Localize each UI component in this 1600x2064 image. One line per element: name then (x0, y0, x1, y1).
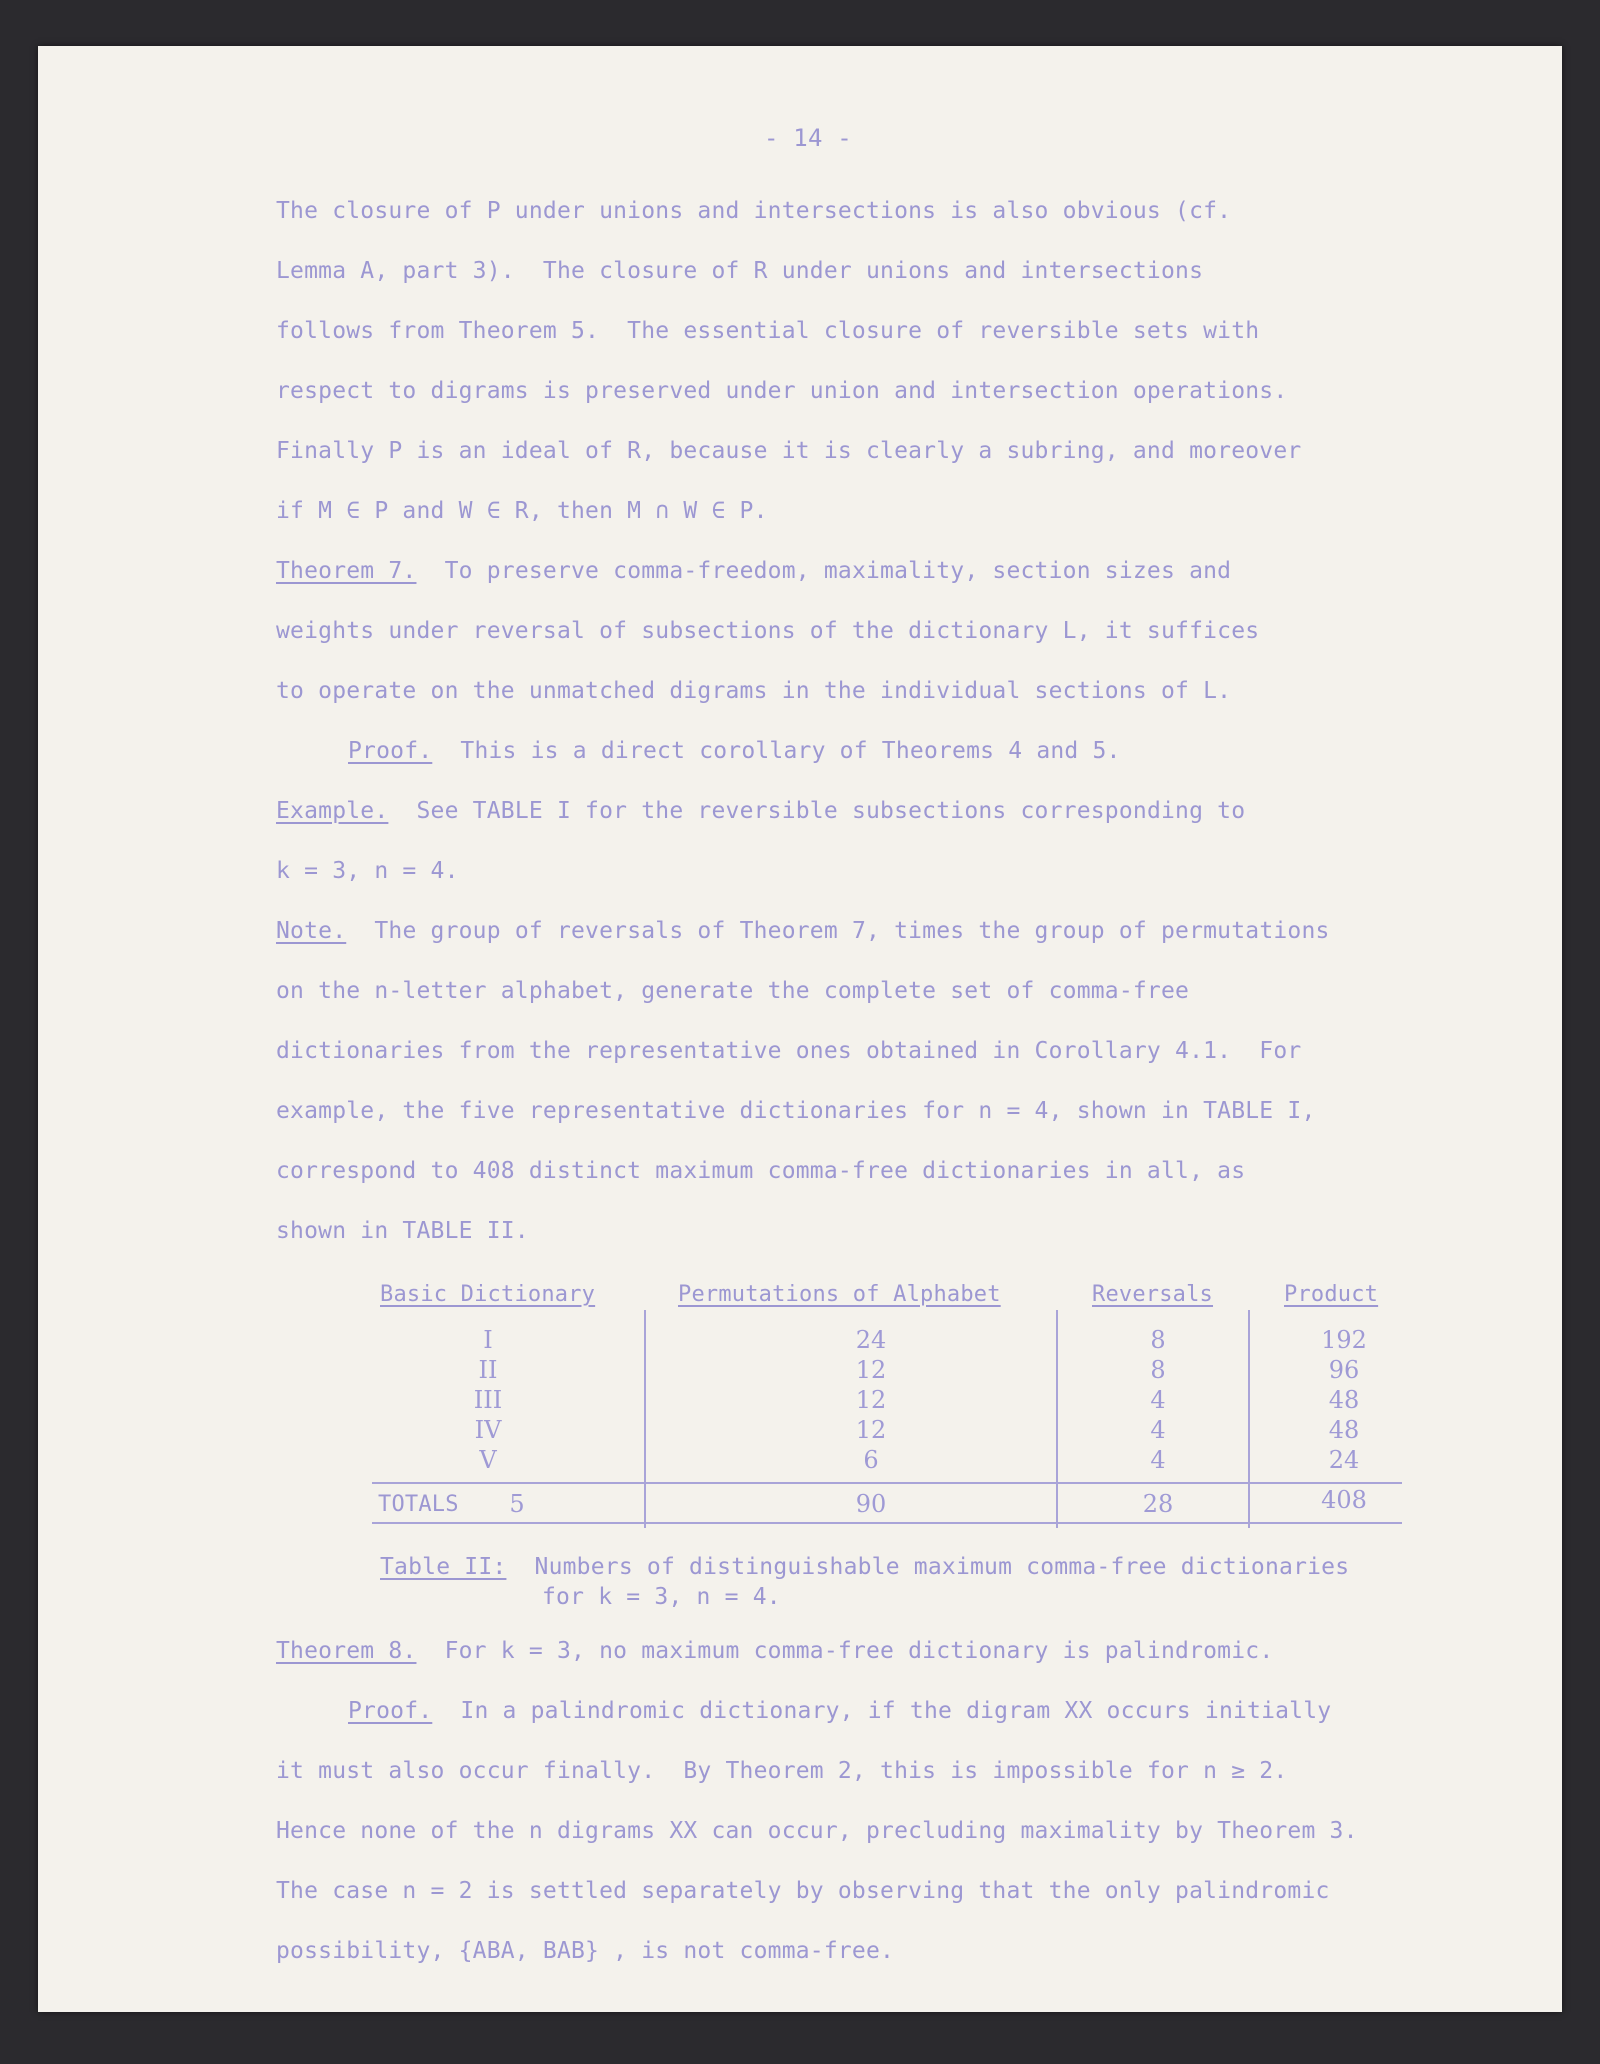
table-header-permutations: Permutations of Alphabet (678, 1282, 1001, 1307)
text-line: it must also occur finally. By Theorem 2, this is impossible for n ≥ 2. (276, 1758, 1288, 1784)
text-line: shown in TABLE II. (276, 1218, 529, 1244)
table-cell: 192 (1321, 1326, 1367, 1354)
text-line: Finally P is an ideal of R, because it is clearly a subring, and moreover (276, 438, 1302, 464)
example-block (276, 798, 1245, 824)
table-cell: 28 (1142, 1490, 1174, 1518)
proof8-label: Proof. (348, 1698, 433, 1724)
example-text: See TABLE I for the reversible subsections corresponding to (388, 798, 1246, 824)
theorem7-text: To preserve comma-freedom, maximality, section sizes and (416, 558, 1232, 584)
text-line: The case n = 2 is settled separately by observing that the only palindromic (276, 1878, 1330, 1904)
proof8-block (348, 1698, 1331, 1724)
text-line: weights under reversal of subsections of the dictionary L, it suffices (276, 618, 1260, 644)
text-line: respect to digrams is preserved under union and intersection operations. (276, 378, 1288, 404)
text-line: possibility, {ABA, BAB} , is not comma-free. (276, 1938, 895, 1964)
page-number: - 14 - (764, 124, 852, 152)
caption-text: Numbers of distinguishable maximum comma-free dictionaries (506, 1554, 1350, 1580)
table-cell: 96 (1328, 1356, 1360, 1384)
table-column-rule (1056, 1310, 1058, 1528)
table-cell: 12 (855, 1356, 887, 1384)
table-cell: 408 (1321, 1486, 1367, 1514)
table-cell: 12 (855, 1416, 887, 1444)
proof8-text: In a palindromic dictionary, if the digram XX occurs initially (432, 1698, 1332, 1724)
table-cell: 4 (1150, 1446, 1166, 1474)
table-caption-line2: for k = 3, n = 4. (542, 1584, 781, 1610)
table-cell: 90 (855, 1490, 887, 1518)
table-cell: 4 (1150, 1386, 1166, 1414)
table-column-rule (1248, 1310, 1250, 1528)
table-cell: 12 (855, 1386, 887, 1414)
caption-label: Table II: (380, 1554, 507, 1580)
table-cell: II (478, 1356, 498, 1384)
table-bottom-rule (372, 1522, 1402, 1524)
table-column-rule (644, 1310, 646, 1528)
table-cell: 5 (509, 1490, 525, 1518)
note-block (276, 918, 1330, 944)
text-line: Lemma A, part 3). The closure of R under unions and intersections (276, 258, 1204, 284)
text-line: follows from Theorem 5. The essential closure of reversible sets with (276, 318, 1260, 344)
totals-label: TOTALS (378, 1492, 459, 1517)
table-header-basic: Basic Dictionary (380, 1282, 596, 1307)
theorem7-block (276, 558, 1231, 584)
table-cell: IV (474, 1416, 502, 1444)
text-line: The closure of P under unions and intersections is also obvious (cf. (276, 198, 1232, 224)
theorem7-label: Theorem 7. (276, 558, 417, 584)
table-cell: 8 (1150, 1326, 1166, 1354)
theorem8-block (276, 1638, 1273, 1664)
theorem8-text: For k = 3, no maximum comma-free dictionary is palindromic. (416, 1638, 1274, 1664)
note-label: Note. (276, 918, 347, 944)
text-line: Hence none of the n digrams XX can occur, precluding maximality by Theorem 3. (276, 1818, 1358, 1844)
example-label: Example. (276, 798, 389, 824)
table-totals-rule (372, 1482, 1402, 1484)
table-cell: 4 (1150, 1416, 1166, 1444)
document-page (38, 46, 1562, 2012)
table-cell: 8 (1150, 1356, 1166, 1384)
table-header-product: Product (1284, 1282, 1379, 1307)
table-cell: 24 (855, 1326, 887, 1354)
table-cell: 6 (863, 1446, 879, 1474)
note-text: The group of reversals of Theorem 7, times the group of permutations (346, 918, 1330, 944)
text-line: k = 3, n = 4. (276, 858, 459, 884)
table-header-reversals: Reversals (1092, 1282, 1214, 1307)
text-line: on the n-letter alphabet, generate the complete set of comma-free (276, 978, 1190, 1004)
table-cell: 24 (1328, 1446, 1360, 1474)
table-caption (380, 1554, 1349, 1580)
text-line: dictionaries from the representative ones obtained in Corollary 4.1. For (276, 1038, 1302, 1064)
proof7-text: This is a direct corollary of Theorems 4 and 5. (432, 738, 1121, 764)
theorem8-label: Theorem 8. (276, 1638, 417, 1664)
table-cell: 48 (1328, 1416, 1360, 1444)
table-cell: V (479, 1446, 497, 1474)
text-line: correspond to 408 distinct maximum comma-free dictionaries in all, as (276, 1158, 1246, 1184)
table-cell: 48 (1328, 1386, 1360, 1414)
text-line: to operate on the unmatched digrams in the individual sections of L. (276, 678, 1232, 704)
proof7-label: Proof. (348, 738, 433, 764)
text-line: if M ∈ P and W ∈ R, then M ∩ W ∈ P. (276, 498, 768, 524)
table-cell: III (473, 1386, 503, 1414)
text-line: example, the five representative dictionaries for n = 4, shown in TABLE I, (276, 1098, 1316, 1124)
proof7-block (348, 738, 1121, 764)
table-cell: I (483, 1326, 493, 1354)
